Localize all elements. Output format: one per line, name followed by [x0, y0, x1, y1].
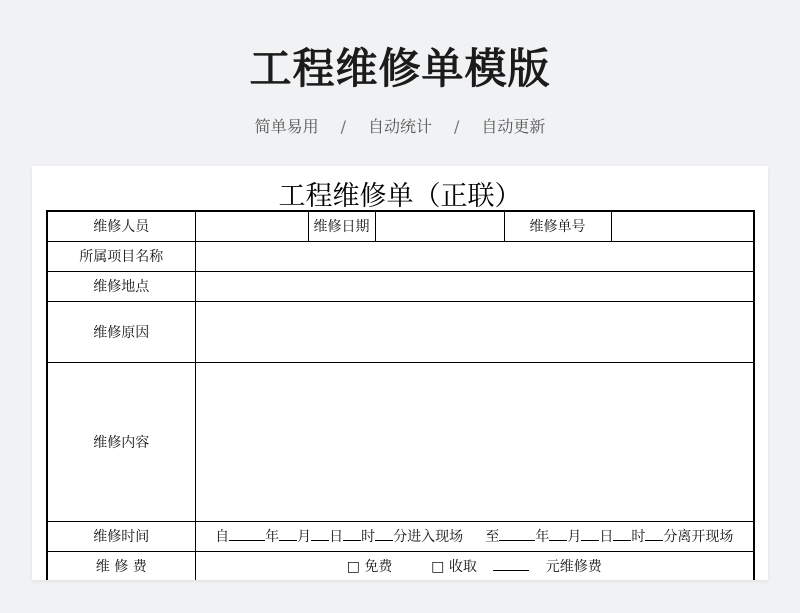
label-project: 所属项目名称: [47, 241, 195, 271]
label-content: 维修内容: [47, 362, 195, 521]
date-field[interactable]: [375, 211, 504, 241]
blank-year[interactable]: [229, 528, 265, 541]
time-month-end: 月: [567, 529, 582, 545]
time-from: 自: [215, 529, 230, 545]
tag-auto-update: 自动更新: [481, 117, 546, 136]
location-field[interactable]: [195, 271, 754, 301]
fee-field[interactable]: [195, 551, 754, 580]
project-field[interactable]: [195, 241, 754, 271]
time-field[interactable]: [195, 521, 754, 551]
content-field[interactable]: [195, 362, 754, 521]
tag-auto-stats: 自动统计: [367, 117, 432, 136]
blank-minute[interactable]: [375, 528, 393, 541]
tag-separator: /: [454, 117, 460, 136]
blank-fee-amount[interactable]: [493, 558, 529, 571]
time-year-end: 年: [535, 529, 550, 545]
blank-hour[interactable]: [343, 528, 361, 541]
form-title: 工程维修单（正联）: [278, 181, 522, 212]
order-no-field[interactable]: [611, 211, 754, 241]
time-day-end: 日: [599, 529, 614, 545]
blank-day[interactable]: [311, 528, 329, 541]
page-title: 工程维修单模版: [249, 44, 551, 93]
label-fee: 维 修 费: [47, 551, 195, 580]
tag-easy: 简单易用: [254, 117, 319, 136]
staff-field[interactable]: [195, 211, 308, 241]
blank-month-end[interactable]: [549, 528, 567, 541]
fee-charge-option[interactable]: □ 收取: [431, 559, 477, 575]
label-reason: 维修原因: [47, 301, 195, 362]
label-date: 维修日期: [308, 211, 375, 241]
blank-month[interactable]: [279, 528, 297, 541]
label-time: 维修时间: [47, 521, 195, 551]
tag-separator: /: [340, 117, 346, 136]
time-enter: 分进入现场: [393, 529, 464, 545]
time-hour: 时: [361, 529, 376, 545]
blank-hour-end[interactable]: [613, 528, 631, 541]
label-location: 维修地点: [47, 271, 195, 301]
blank-minute-end[interactable]: [645, 528, 663, 541]
label-staff: 维修人员: [47, 211, 195, 241]
time-hour-end: 时: [631, 529, 646, 545]
repair-form-table: [46, 210, 755, 580]
time-year: 年: [265, 529, 280, 545]
form-sheet: [32, 166, 768, 580]
fee-free-option[interactable]: □ 免费: [346, 559, 393, 575]
reason-field[interactable]: [195, 301, 754, 362]
blank-year-end[interactable]: [499, 528, 535, 541]
tagline: [0, 114, 800, 137]
time-day: 日: [329, 529, 344, 545]
label-order-no: 维修单号: [504, 211, 611, 241]
blank-day-end[interactable]: [581, 528, 599, 541]
time-month: 月: [297, 529, 312, 545]
time-to: 至: [485, 529, 500, 545]
fee-unit: 元维修费: [545, 559, 602, 575]
time-leave: 分离开现场: [663, 529, 734, 545]
